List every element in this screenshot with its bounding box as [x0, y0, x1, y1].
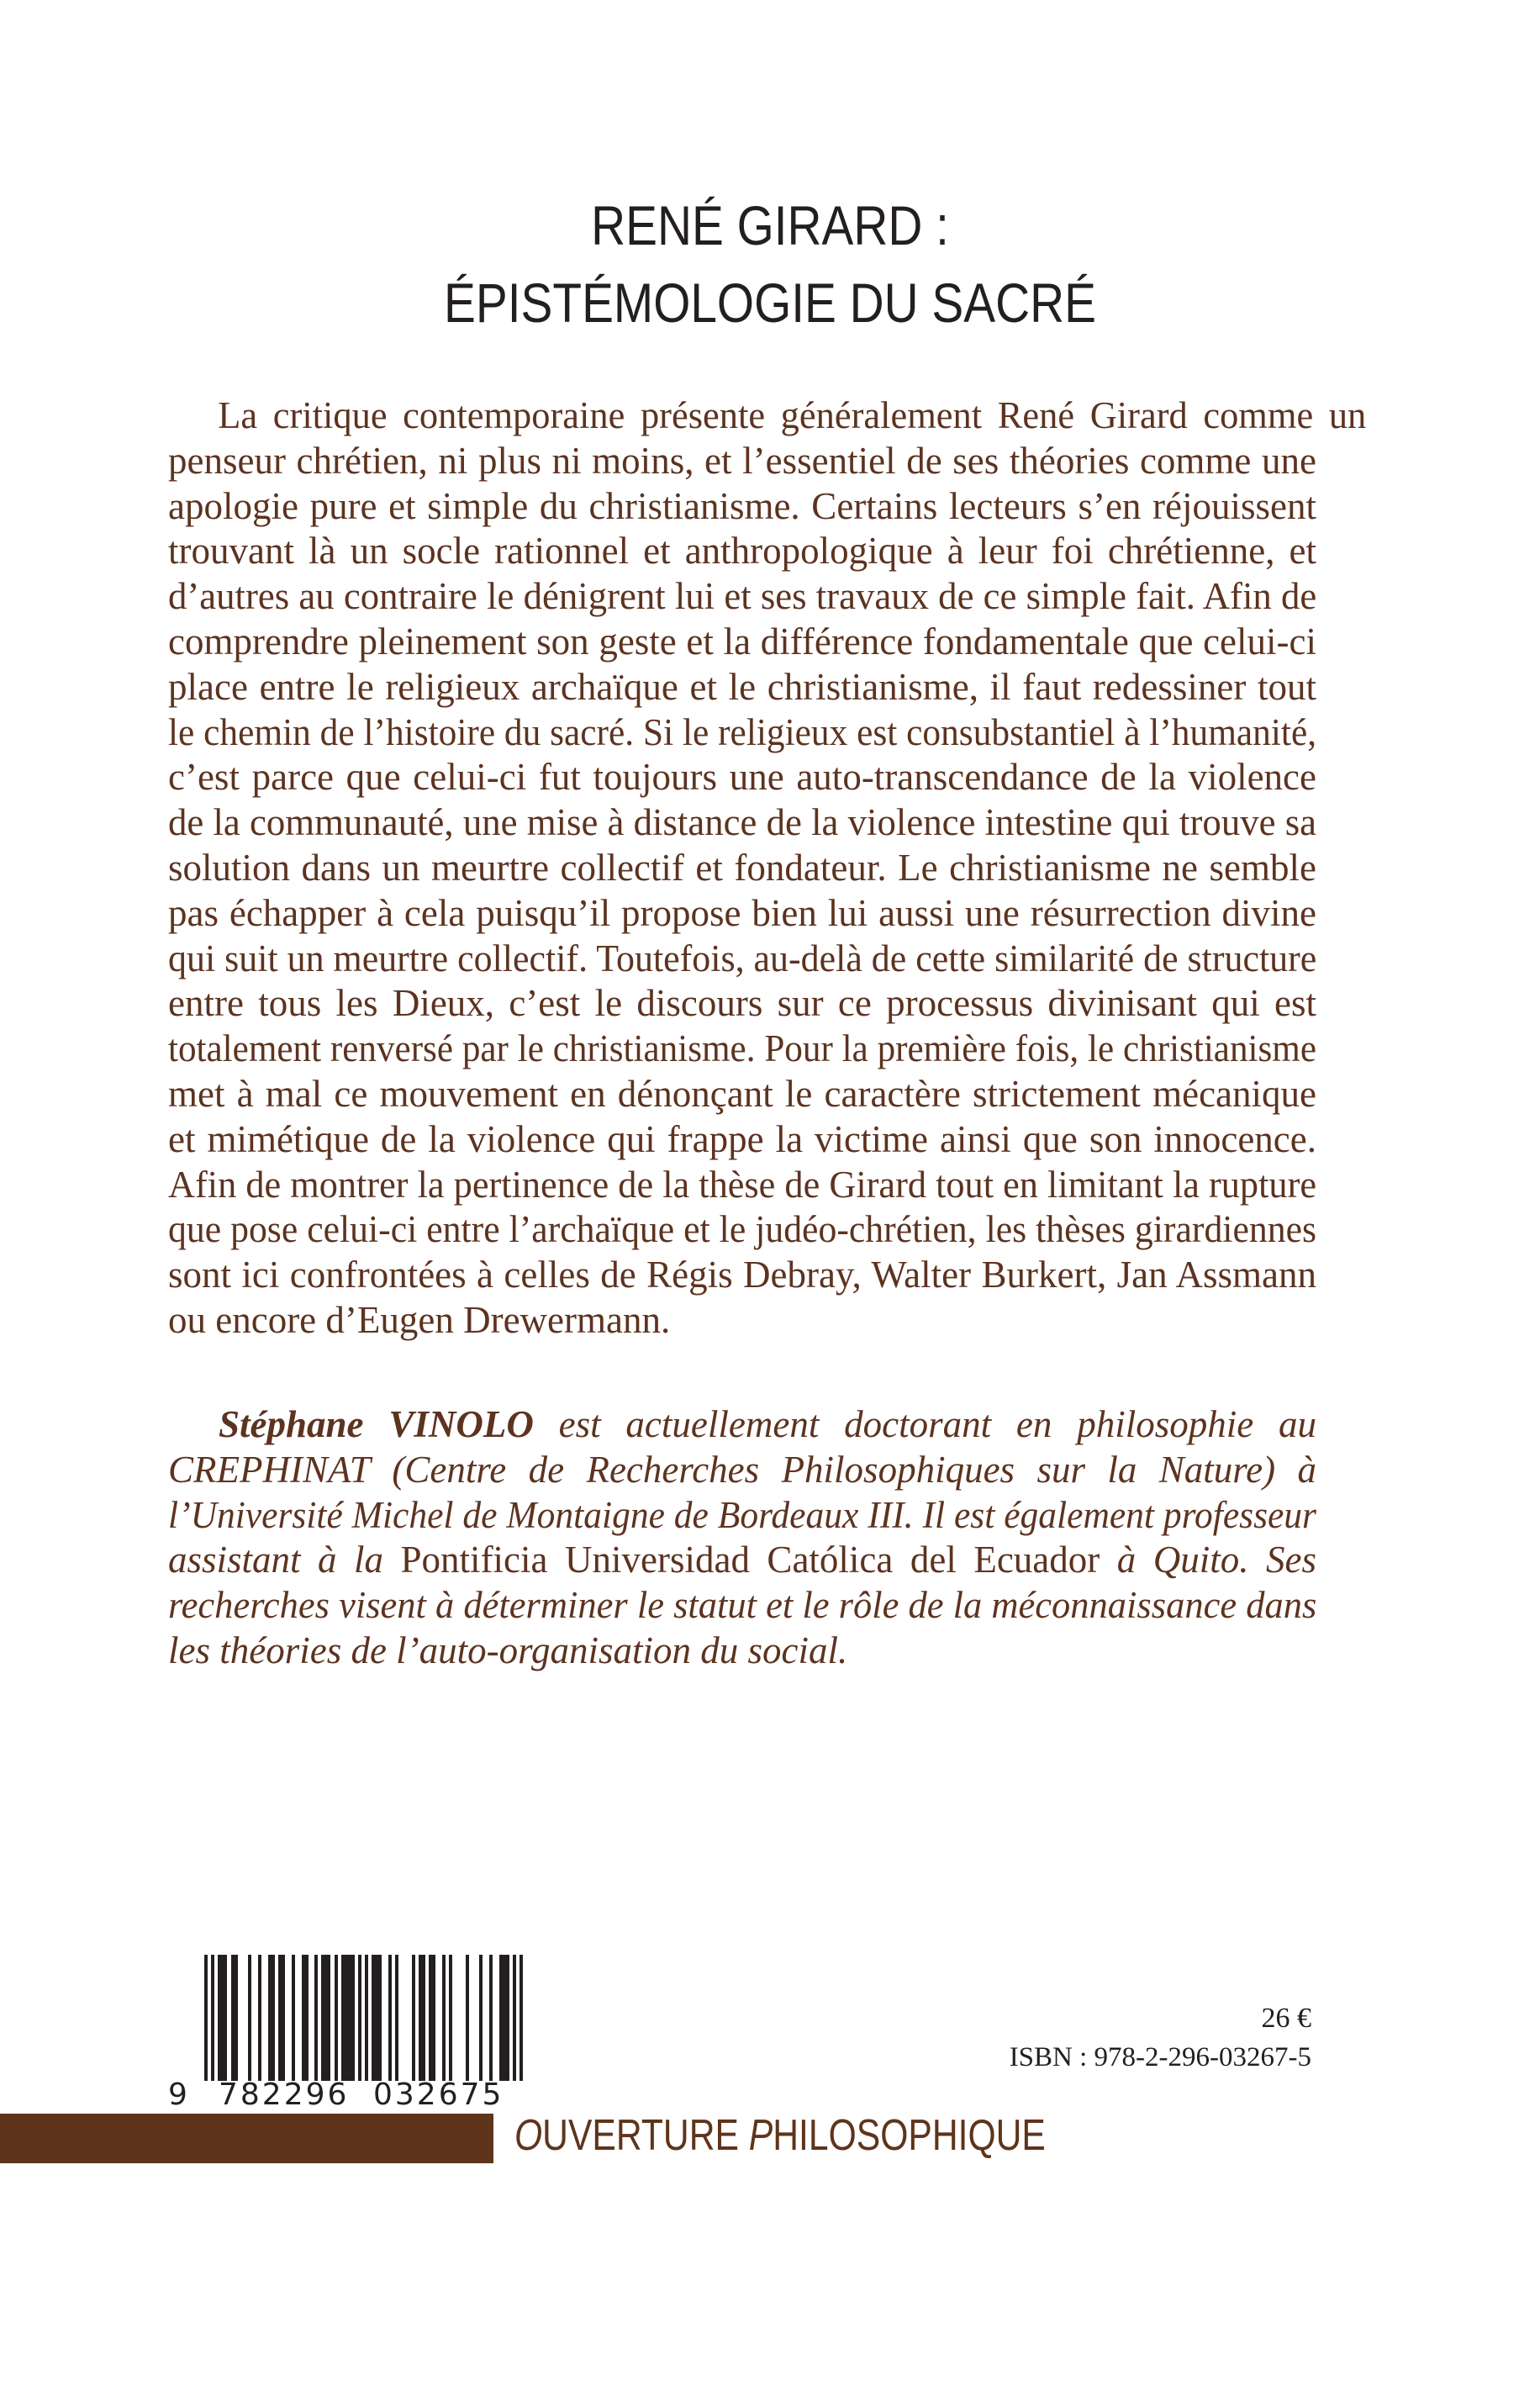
bio-line: l’Université Michel de Montaigne de Bordeaux III. Il est également professeur [168, 1493, 1316, 1536]
bio-line: CREPHINAT (Centre de Recherches Philosophiques sur la Nature) à [168, 1448, 1316, 1491]
barcode-digits-group2: 032675 [373, 2077, 504, 2112]
bio-line: assistant à la Pontificia Universidad Católica del Ecuador à Quito. Ses [168, 1539, 1316, 1581]
summary-line: pas échapper à cela puisqu’il propose bien lui aussi une résurrection divine [168, 891, 1316, 934]
summary-line: entre tous les Dieux, c’est le discours sur ce processus divinisant qui est [168, 982, 1316, 1025]
summary-line: qui suit un meurtre collectif. Toutefois, au-delà de cette similarité de structure [168, 937, 1317, 979]
isbn-barcode [168, 1892, 530, 2112]
barcode-digits-group1: 782296 [219, 2077, 350, 2112]
author-name: Stéphane VINOLO [219, 1403, 534, 1445]
book-title [108, 187, 1432, 341]
summary-line: La critique contemporaine présente généralement René Girard comme un [218, 394, 1367, 436]
barcode-digit-lead: 9 [168, 2077, 187, 2112]
summary-line: de la communauté, une mise à distance de la violence intestine qui trouve sa [168, 801, 1317, 844]
university-name: Pontificia Universidad Católica del Ecuador [400, 1539, 1100, 1581]
series-color-bar [0, 2114, 493, 2163]
summary-line: sont ici confrontées à celles de Régis Debray, Walter Burkert, Jan Assmann [168, 1254, 1316, 1296]
summary-line: apologie pure et simple du christianisme. Certains lecteurs s’en réjouissent [168, 484, 1316, 527]
summary-line: place entre le religieux archaïque et le christianisme, il faut redessiner tout [168, 665, 1316, 708]
summary-paragraph [168, 393, 1367, 1344]
price: 26 € [1261, 2003, 1311, 2034]
summary-line: que pose celui-ci entre l’archaïque et le judéo-chrétien, les thèses girardiennes [168, 1208, 1316, 1251]
isbn-number: ISBN : 978-2-296-03267-5 [1009, 2042, 1311, 2072]
summary-line: le chemin de l’histoire du sacré. Si le religieux est consubstantiel à l’humanité, [168, 710, 1317, 753]
author-bio [168, 1402, 1316, 1674]
bio-line: les théories de l’auto-organisation du social. [168, 1629, 848, 1671]
summary-line: met à mal ce mouvement en dénonçant le caractère strictement mécanique [168, 1072, 1316, 1115]
series-name: OUVERTURE PHILOSOPHIQUE [514, 2111, 1046, 2160]
summary-line: solution dans un meurtre collectif et fondateur. Le christianisme ne semble [168, 846, 1316, 889]
summary-line: Afin de montrer la pertinence de la thèse de Girard tout en limitant la rupture [168, 1163, 1316, 1206]
summary-line: comprendre pleinement son geste et la différence fondamentale que celui-ci [168, 620, 1316, 663]
title-line-1: RENÉ GIRARD : [591, 194, 949, 256]
summary-line: trouvant là un socle rationnel et anthropologique à leur foi chrétienne, et [168, 530, 1316, 573]
summary-line: et mimétique de la violence qui frappe la victime ainsi que son innocence. [168, 1117, 1316, 1160]
bio-line: recherches visent à déterminer le statut et le rôle de la méconnaissance dans [168, 1584, 1317, 1627]
bio-line: Stéphane VINOLO est actuellement doctorant en philosophie au [219, 1403, 1316, 1445]
summary-line: ou encore d’Eugen Drewermann. [168, 1298, 671, 1341]
summary-line: totalement renversé par le christianisme. Pour la première fois, le christianisme [168, 1027, 1316, 1070]
summary-line: d’autres au contraire le dénigrent lui et ses travaux de ce simple fait. Afin de [168, 575, 1317, 618]
title-line-2: ÉPISTÉMOLOGIE DU SACRÉ [444, 272, 1096, 334]
summary-line: c’est parce que celui-ci fut toujours une auto-transcendance de la violence [168, 756, 1316, 799]
summary-line: penseur chrétien, ni plus ni moins, et l’essentiel de ses théories comme une [168, 439, 1316, 482]
